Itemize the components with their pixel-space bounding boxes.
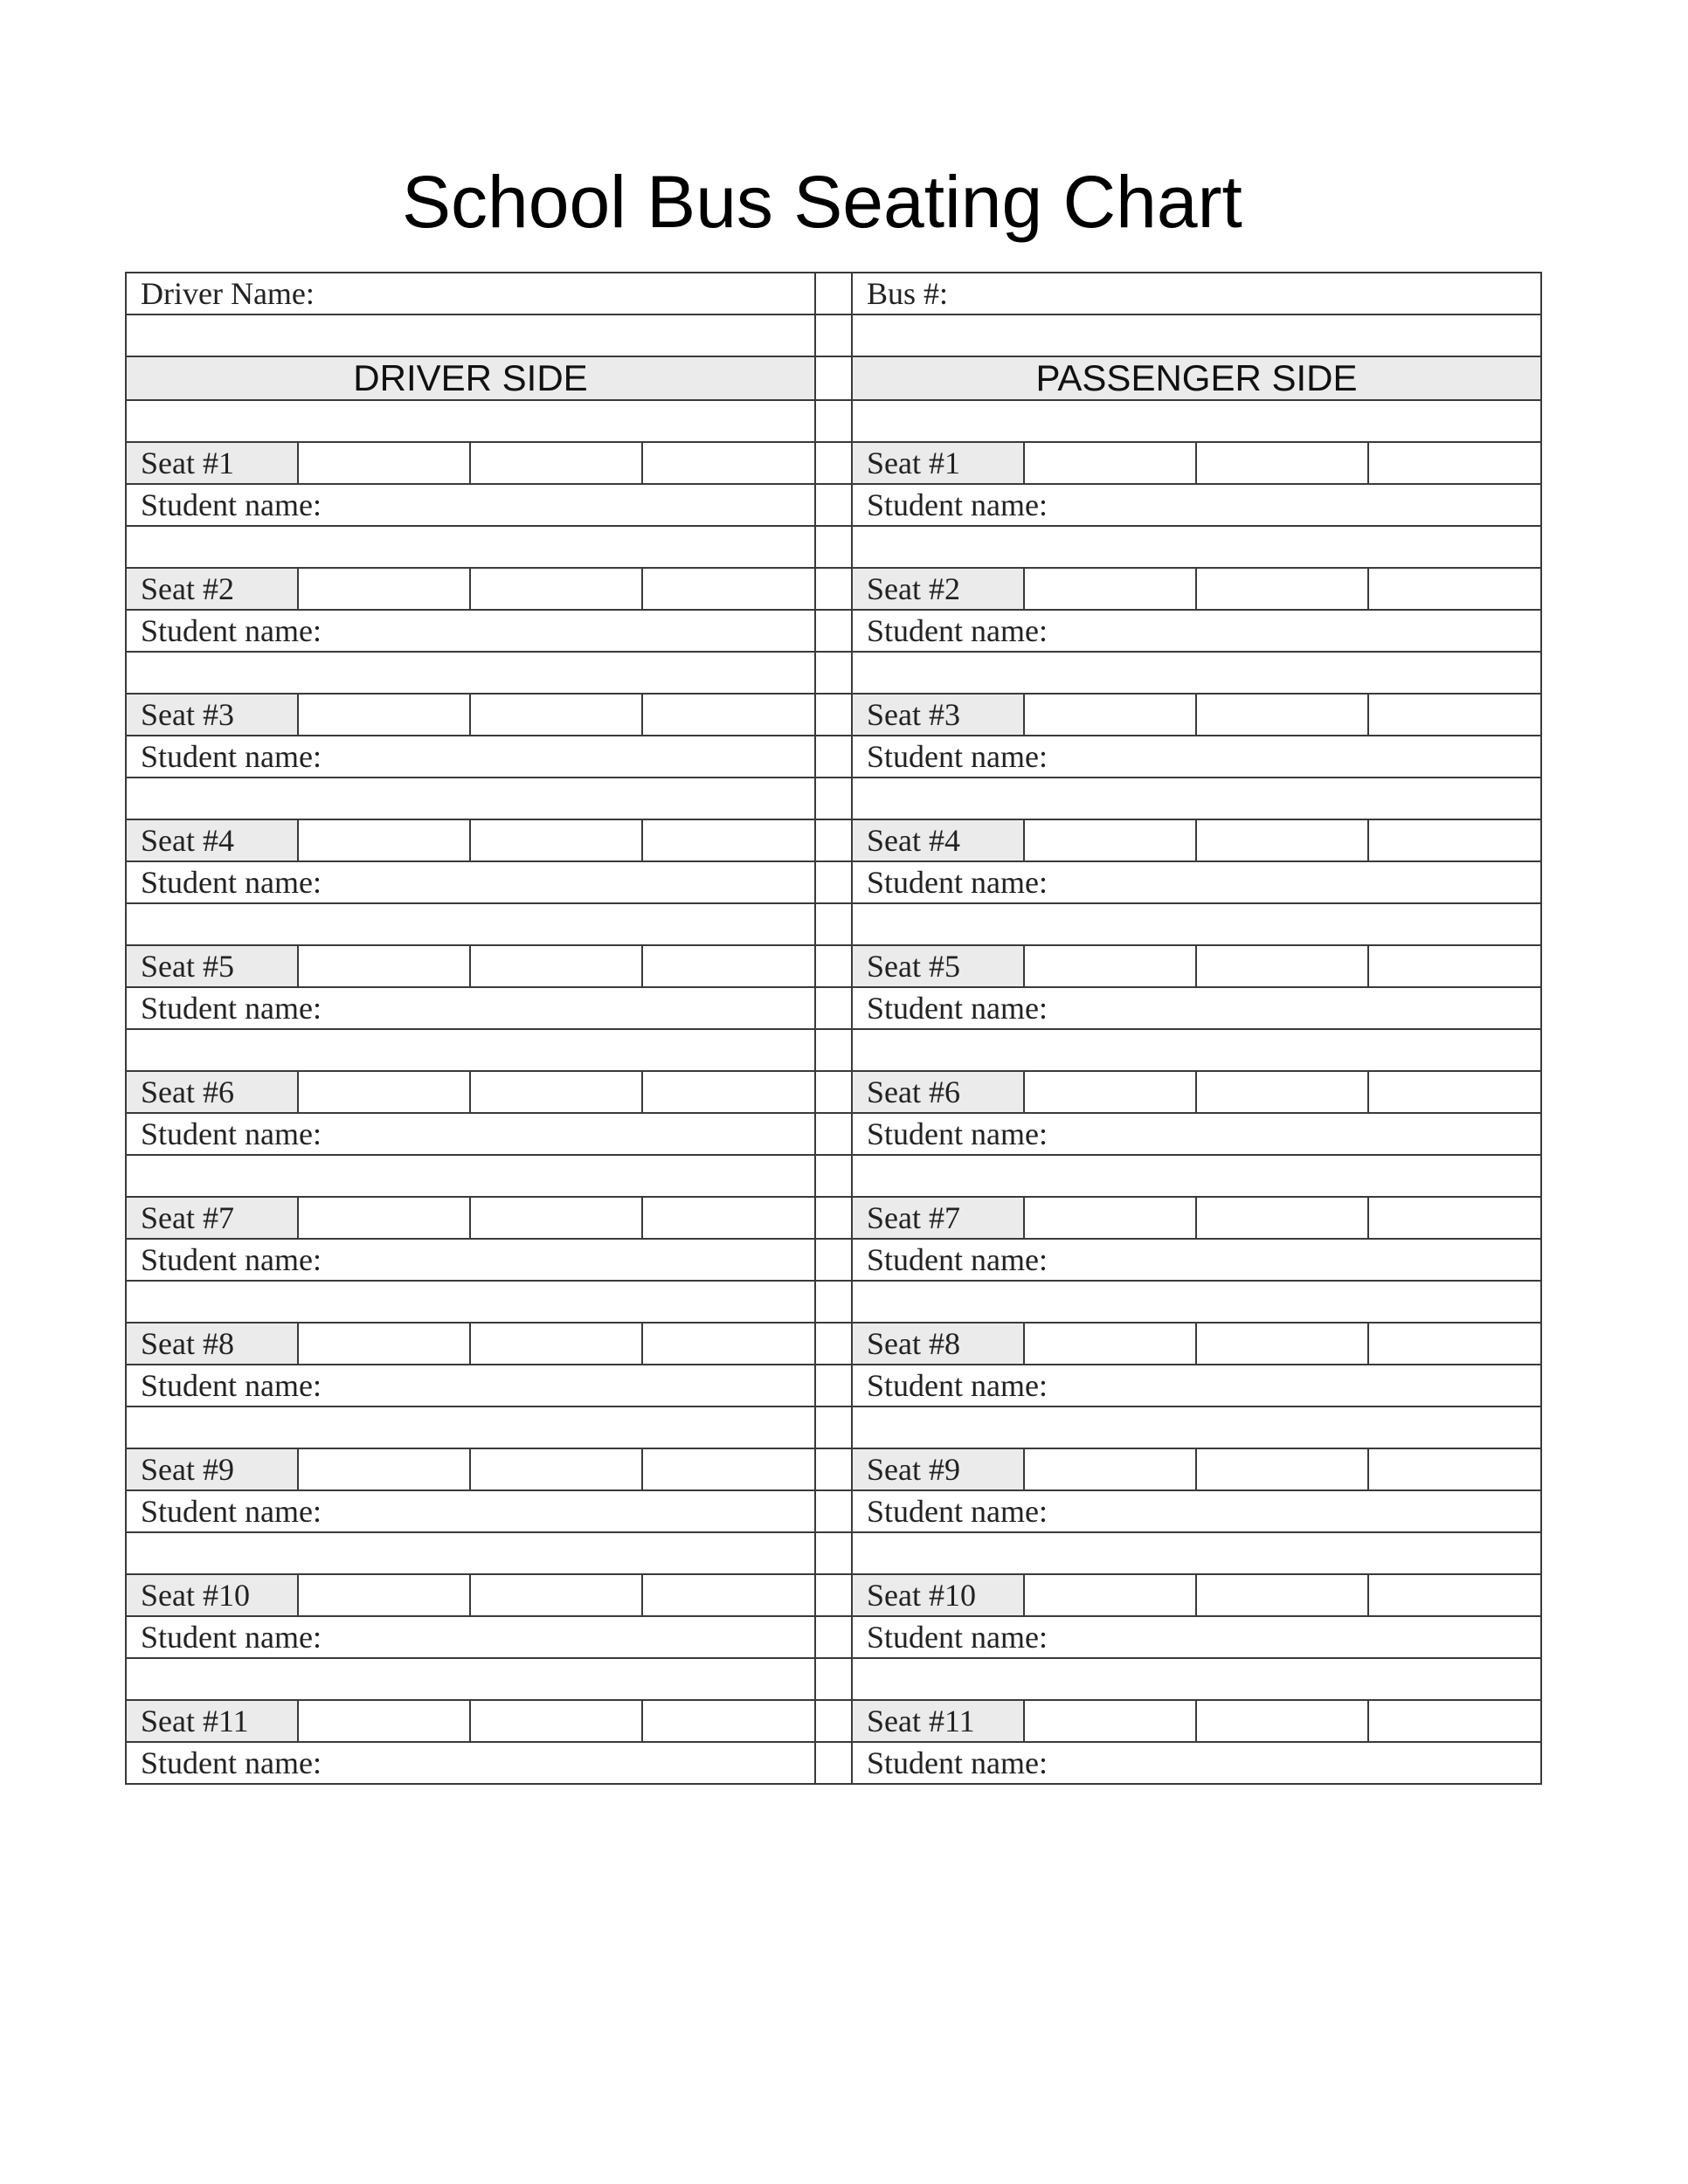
blank-cell-left: [126, 1532, 815, 1574]
student-name-row: [126, 987, 1541, 1029]
seat-label-right: Seat #2: [852, 568, 1024, 610]
student-name-row: [126, 736, 1541, 778]
seat-box-right-2[interactable]: [1196, 694, 1368, 736]
student-name-field-right[interactable]: Student name:: [852, 1365, 1541, 1406]
seat-box-left-3[interactable]: [642, 1323, 815, 1365]
column-gap: [815, 400, 852, 442]
seat-label-right: Seat #9: [852, 1448, 1024, 1490]
column-gap: [815, 1406, 852, 1448]
column-gap: [815, 1490, 852, 1532]
student-name-field-left[interactable]: Student name:: [126, 987, 815, 1029]
seat-box-right-3[interactable]: [1368, 1448, 1541, 1490]
blank-cell-right: [852, 1281, 1541, 1323]
seat-box-right-1[interactable]: [1024, 1323, 1196, 1365]
seat-box-left-3[interactable]: [642, 1071, 815, 1113]
column-gap: [815, 314, 852, 356]
seat-label-left: Seat #2: [126, 568, 298, 610]
seat-box-left-3[interactable]: [642, 442, 815, 484]
seat-box-right-2[interactable]: [1196, 819, 1368, 861]
seat-box-right-1[interactable]: [1024, 1197, 1196, 1239]
blank-row: [126, 1155, 1541, 1197]
driver-side-heading: DRIVER SIDE: [126, 356, 815, 400]
seat-box-right-3[interactable]: [1368, 442, 1541, 484]
column-gap: [815, 610, 852, 652]
seat-label-right: Seat #6: [852, 1071, 1024, 1113]
seat-row: [126, 568, 1541, 610]
column-gap: [815, 1700, 852, 1742]
blank-row: [126, 1532, 1541, 1574]
seat-row: [126, 1448, 1541, 1490]
seat-box-left-2[interactable]: [470, 1071, 642, 1113]
seat-box-right-3[interactable]: [1368, 1700, 1541, 1742]
blank-cell-right: [852, 778, 1541, 819]
column-gap: [815, 442, 852, 484]
seat-box-left-1[interactable]: [298, 1071, 470, 1113]
column-gap: [815, 568, 852, 610]
seat-label-left: Seat #7: [126, 1197, 298, 1239]
blank-row: [126, 1406, 1541, 1448]
seat-box-left-2[interactable]: [470, 1448, 642, 1490]
student-name-row: [126, 1113, 1541, 1155]
blank-cell-left: [126, 652, 815, 694]
seat-box-right-2[interactable]: [1196, 442, 1368, 484]
seat-row: [126, 945, 1541, 987]
student-name-field-right[interactable]: Student name:: [852, 610, 1541, 652]
student-name-field-left[interactable]: Student name:: [126, 610, 815, 652]
seat-label-left: Seat #5: [126, 945, 298, 987]
seat-box-right-1[interactable]: [1024, 442, 1196, 484]
seat-box-right-1[interactable]: [1024, 1700, 1196, 1742]
seat-row: [126, 1700, 1541, 1742]
seat-box-right-3[interactable]: [1368, 694, 1541, 736]
column-gap: [815, 736, 852, 778]
seat-label-right: Seat #10: [852, 1574, 1024, 1616]
student-name-row: [126, 1365, 1541, 1406]
student-name-field-right[interactable]: Student name:: [852, 484, 1541, 526]
seat-box-right-3[interactable]: [1368, 1323, 1541, 1365]
seat-box-left-3[interactable]: [642, 1574, 815, 1616]
seat-label-left: Seat #4: [126, 819, 298, 861]
seat-box-left-2[interactable]: [470, 1574, 642, 1616]
seat-box-left-2[interactable]: [470, 819, 642, 861]
seat-box-left-1[interactable]: [298, 694, 470, 736]
seat-box-left-2[interactable]: [470, 945, 642, 987]
blank-cell-right: [852, 400, 1541, 442]
column-gap: [815, 819, 852, 861]
seat-label-left: Seat #10: [126, 1574, 298, 1616]
student-name-field-left[interactable]: Student name:: [126, 1365, 815, 1406]
seat-label-right: Seat #5: [852, 945, 1024, 987]
blank-cell-right: [852, 526, 1541, 568]
student-name-field-left[interactable]: Student name:: [126, 1742, 815, 1784]
seat-label-left: Seat #9: [126, 1448, 298, 1490]
seat-box-left-1[interactable]: [298, 442, 470, 484]
column-gap: [815, 903, 852, 945]
seat-box-right-3[interactable]: [1368, 819, 1541, 861]
seat-label-right: Seat #8: [852, 1323, 1024, 1365]
seat-label-left: Seat #3: [126, 694, 298, 736]
blank-cell-right: [852, 903, 1541, 945]
column-gap: [815, 1281, 852, 1323]
seat-label-right: Seat #7: [852, 1197, 1024, 1239]
student-name-field-right[interactable]: Student name:: [852, 1490, 1541, 1532]
column-gap: [815, 1113, 852, 1155]
student-name-field-left[interactable]: Student name:: [126, 1113, 815, 1155]
seat-box-right-2[interactable]: [1196, 1574, 1368, 1616]
seat-box-left-1[interactable]: [298, 568, 470, 610]
column-gap: [815, 652, 852, 694]
blank-cell-left: [126, 1658, 815, 1700]
column-gap: [815, 484, 852, 526]
passenger-side-heading: PASSENGER SIDE: [852, 356, 1541, 400]
column-gap: [815, 1323, 852, 1365]
student-name-row: [126, 861, 1541, 903]
seat-box-right-1[interactable]: [1024, 819, 1196, 861]
seat-label-right: Seat #4: [852, 819, 1024, 861]
column-gap: [815, 1365, 852, 1406]
blank-cell-left: [126, 903, 815, 945]
column-gap: [815, 861, 852, 903]
seat-box-left-2[interactable]: [470, 568, 642, 610]
student-name-row: [126, 610, 1541, 652]
blank-cell-left: [126, 1406, 815, 1448]
blank-cell-left: [126, 1029, 815, 1071]
student-name-field-left[interactable]: Student name:: [126, 736, 815, 778]
seat-label-left: Seat #11: [126, 1700, 298, 1742]
student-name-row: [126, 484, 1541, 526]
column-gap: [815, 945, 852, 987]
seat-box-left-1[interactable]: [298, 945, 470, 987]
seat-row: [126, 819, 1541, 861]
seat-label-left: Seat #6: [126, 1071, 298, 1113]
seat-label-right: Seat #11: [852, 1700, 1024, 1742]
blank-row: [126, 314, 1541, 356]
seat-box-right-1[interactable]: [1024, 694, 1196, 736]
side-heading-row: [126, 356, 1541, 400]
seat-box-left-2[interactable]: [470, 1700, 642, 1742]
column-gap: [815, 1574, 852, 1616]
seat-box-left-3[interactable]: [642, 1197, 815, 1239]
seat-label-right: Seat #3: [852, 694, 1024, 736]
student-name-field-right[interactable]: Student name:: [852, 1239, 1541, 1281]
student-name-field-right[interactable]: Student name:: [852, 861, 1541, 903]
seat-box-left-1[interactable]: [298, 1700, 470, 1742]
student-name-field-right[interactable]: Student name:: [852, 987, 1541, 1029]
student-name-field-right[interactable]: Student name:: [852, 1742, 1541, 1784]
seat-box-left-2[interactable]: [470, 442, 642, 484]
bus-number-field[interactable]: Bus #:: [852, 273, 1541, 314]
seat-box-left-3[interactable]: [642, 1700, 815, 1742]
column-gap: [815, 356, 852, 400]
column-gap: [815, 1448, 852, 1490]
blank-cell-right: [852, 1155, 1541, 1197]
student-name-row: [126, 1742, 1541, 1784]
column-gap: [815, 778, 852, 819]
seat-box-left-3[interactable]: [642, 819, 815, 861]
seat-box-right-2[interactable]: [1196, 945, 1368, 987]
seat-label-left: Seat #1: [126, 442, 298, 484]
column-gap: [815, 1197, 852, 1239]
seat-label-left: Seat #8: [126, 1323, 298, 1365]
blank-cell-right: [852, 1658, 1541, 1700]
blank-row: [126, 1658, 1541, 1700]
blank-row: [126, 903, 1541, 945]
seat-box-right-2[interactable]: [1196, 1323, 1368, 1365]
student-name-field-left[interactable]: Student name:: [126, 1616, 815, 1658]
column-gap: [815, 1742, 852, 1784]
blank-cell-right: [852, 1029, 1541, 1071]
blank-cell-left: [126, 1155, 815, 1197]
student-name-row: [126, 1239, 1541, 1281]
seat-row: [126, 442, 1541, 484]
seat-box-right-1[interactable]: [1024, 945, 1196, 987]
seat-box-right-3[interactable]: [1368, 1071, 1541, 1113]
seat-box-right-2[interactable]: [1196, 568, 1368, 610]
column-gap: [815, 1155, 852, 1197]
driver-name-field[interactable]: Driver Name:: [126, 273, 815, 314]
column-gap: [815, 1239, 852, 1281]
blank-cell-right: [852, 1532, 1541, 1574]
seat-box-right-1[interactable]: [1024, 1071, 1196, 1113]
header-row: [126, 273, 1541, 314]
blank-cell-left: [126, 526, 815, 568]
column-gap: [815, 694, 852, 736]
seat-box-left-1[interactable]: [298, 1197, 470, 1239]
blank-row: [126, 400, 1541, 442]
seat-row: [126, 1323, 1541, 1365]
blank-cell-left: [126, 400, 815, 442]
seat-row: [126, 694, 1541, 736]
seat-box-right-2[interactable]: [1196, 1700, 1368, 1742]
blank-cell-left: [126, 1281, 815, 1323]
seat-box-left-3[interactable]: [642, 1448, 815, 1490]
seat-box-left-1[interactable]: [298, 819, 470, 861]
blank-row: [126, 1281, 1541, 1323]
student-name-field-left[interactable]: Student name:: [126, 1490, 815, 1532]
seat-box-right-2[interactable]: [1196, 1197, 1368, 1239]
seat-box-left-1[interactable]: [298, 1323, 470, 1365]
student-name-field-left[interactable]: Student name:: [126, 484, 815, 526]
column-gap: [815, 1532, 852, 1574]
blank-row: [126, 526, 1541, 568]
seat-box-right-2[interactable]: [1196, 1071, 1368, 1113]
seat-box-right-1[interactable]: [1024, 568, 1196, 610]
blank-row: [126, 1029, 1541, 1071]
page-title: School Bus Seating Chart: [402, 161, 1242, 243]
column-gap: [815, 1071, 852, 1113]
student-name-field-left[interactable]: Student name:: [126, 861, 815, 903]
seat-row: [126, 1071, 1541, 1113]
student-name-field-right[interactable]: Student name:: [852, 736, 1541, 778]
blank-cell-left: [126, 778, 815, 819]
student-name-field-right[interactable]: Student name:: [852, 1616, 1541, 1658]
student-name-row: [126, 1490, 1541, 1532]
column-gap: [815, 1029, 852, 1071]
blank-cell-right: [852, 652, 1541, 694]
seat-label-right: Seat #1: [852, 442, 1024, 484]
blank-cell-right: [852, 314, 1541, 356]
seat-box-left-3[interactable]: [642, 945, 815, 987]
seat-box-right-3[interactable]: [1368, 1574, 1541, 1616]
seat-box-left-3[interactable]: [642, 694, 815, 736]
student-name-field-right[interactable]: Student name:: [852, 1113, 1541, 1155]
column-gap: [815, 1658, 852, 1700]
seat-box-right-3[interactable]: [1368, 1197, 1541, 1239]
seat-box-right-1[interactable]: [1024, 1448, 1196, 1490]
seat-box-right-2[interactable]: [1196, 1448, 1368, 1490]
seat-box-left-2[interactable]: [470, 1197, 642, 1239]
seat-row: [126, 1574, 1541, 1616]
column-gap: [815, 526, 852, 568]
seat-box-left-3[interactable]: [642, 568, 815, 610]
seat-box-right-3[interactable]: [1368, 945, 1541, 987]
blank-cell-left: [126, 314, 815, 356]
blank-cell-right: [852, 1406, 1541, 1448]
seat-box-left-1[interactable]: [298, 1448, 470, 1490]
student-name-row: [126, 1616, 1541, 1658]
student-name-field-left[interactable]: Student name:: [126, 1239, 815, 1281]
blank-row: [126, 652, 1541, 694]
seat-row: [126, 1197, 1541, 1239]
seat-box-left-2[interactable]: [470, 1323, 642, 1365]
seat-box-right-1[interactable]: [1024, 1574, 1196, 1616]
column-gap: [815, 987, 852, 1029]
blank-row: [126, 778, 1541, 819]
column-gap: [815, 273, 852, 314]
seat-box-left-2[interactable]: [470, 694, 642, 736]
seating-chart-table: [125, 272, 1542, 1785]
seat-box-right-3[interactable]: [1368, 568, 1541, 610]
column-gap: [815, 1616, 852, 1658]
seat-box-left-1[interactable]: [298, 1574, 470, 1616]
